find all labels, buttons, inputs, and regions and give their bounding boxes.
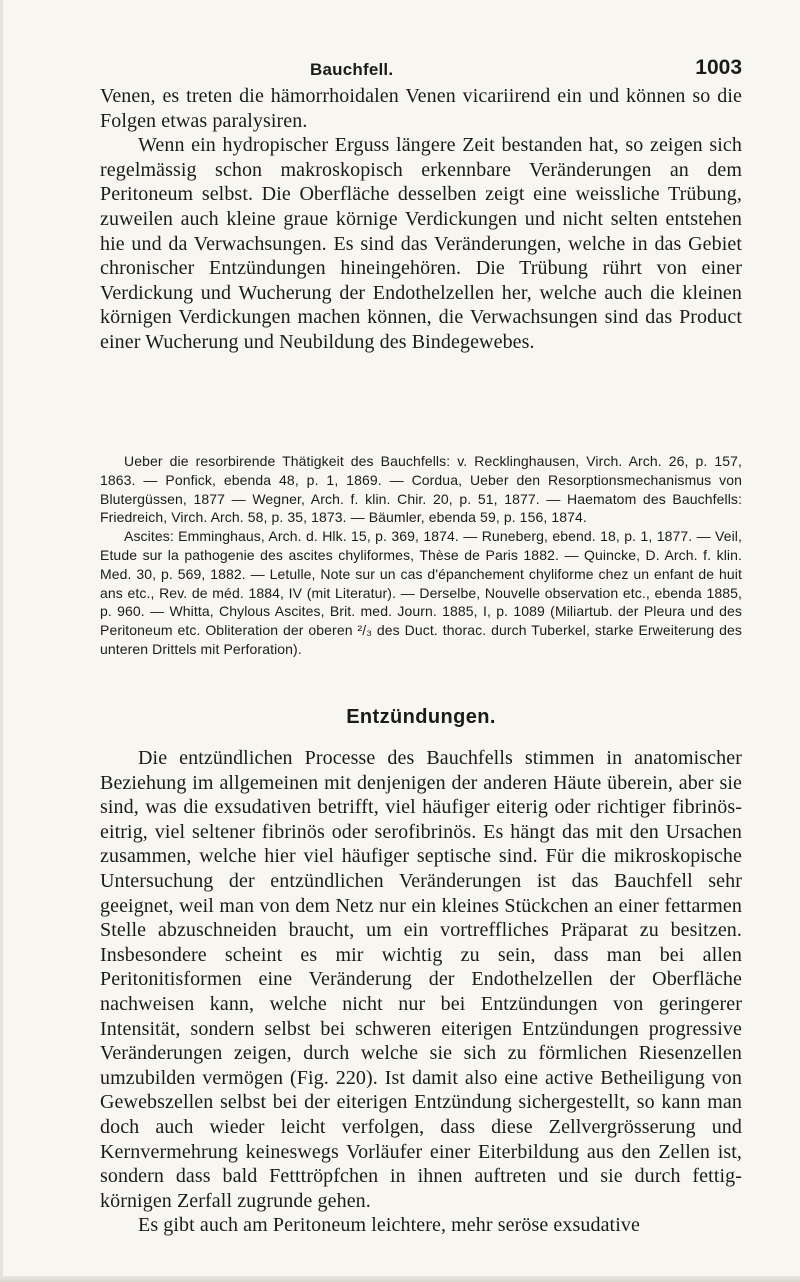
paragraph: Wenn ein hydropischer Erguss längere Zeit bestanden hat, so zeigen sich regelmässig schon makroskopisch erkennbare Veränderungen an dem Peritoneum selbst. Die Oberfläche desselben zeigt eine weissliche Trübung, zuweilen auch kleine graue körnige Verdickungen und nicht selten entstehen hie und da Verwachsungen. Es sind das Veränderungen, welche in das Gebiet chronischer Entzündungen hineingehören. Die Trübung rührt von einer Verdickung und Wucherung der Endothelzellen her, welche auch die kleinen körnigen Verdickungen machen können, die Verwachsungen sind das Product einer Wucherung und Neubildung des Bindegewebes. bbox=[100, 134, 742, 353]
reference-paragraph: Ascites: Emminghaus, Arch. d. Hlk. 15, p. 369, 1874. — Runeberg, ebend. 18, p. 1, 1877. — Veil, Etude sur la pathogenie des ascites chyliformes, Thèse de Paris 1882. — Quincke, D. Arch. f. klin. Med. 30, p. 569, 1882. — Letulle, Note sur un cas d'épanchement chyliforme chez un enfant de huit ans etc., Rev. de méd. 1884, IV (mit Literatur). — Derselbe, Nouvelle observation etc., ebenda 1885, p. 960. — Whitta, Chylous Ascites, Brit. med. Journ. 1885, I, p. 1089 (Miliartub. der Pleura und des Peritoneum etc. Obliteration der oberen ²/₃ des Duct. thorac. durch Tuberkel, starke Erweiterung des unteren Drittels mit Perforation). bbox=[100, 528, 742, 657]
literature-references bbox=[100, 452, 742, 659]
page-bottom-edge bbox=[0, 1276, 800, 1282]
body-text-top bbox=[100, 84, 742, 355]
paragraph: Venen, es treten die hämorrhoidalen Venen vicariirend ein und können so die Folgen etwas paralysiren. bbox=[100, 85, 742, 132]
page-edge bbox=[0, 0, 3, 1282]
section-heading: Entzündungen. bbox=[346, 706, 496, 728]
page-number: 1003 bbox=[695, 56, 742, 79]
body-text-bottom bbox=[100, 746, 742, 1238]
paragraph: Es gibt auch am Peritoneum leichtere, mehr seröse exsudative bbox=[138, 1214, 640, 1237]
reference-paragraph: Ueber die resorbirende Thätigkeit des Bauchfells: v. Recklinghausen, Virch. Arch. 26, p. 157, 1863. — Ponfick, ebenda 48, p. 1, 1869. — Cordua, Ueber den Resorptionsmechanismus von Blutergüssen, 1877 — Wegner, Arch. f. klin. Chir. 20, p. 51, 1877. — Haematom des Bauchfells: Friedreich, Virch. Arch. 58, p. 35, 1873. — Bäumler, ebenda 59, p. 156, 1874. bbox=[100, 453, 742, 526]
page-header bbox=[100, 48, 742, 78]
paragraph: Die entzündlichen Processe des Bauchfells stimmen in anatomischer Beziehung im allgemeinen mit denjenigen der anderen Häute überein, aber sie sind, was die exsudativen betrifft, viel häufiger eiterig oder richtiger fibrinös-eitrig, viel seltener fibrinös oder serofibrinös. Es hängt das mit den Ursachen zusammen, welche hier viel häufiger septische sind. Für die mikroskopische Untersuchung der entzündlichen Veränderungen ist das Bauchfell sehr geeignet, weil man von dem Netz nur ein kleines Stückchen an einer fettarmen Stelle abzuschneiden braucht, um ein vortreffliches Präparat zu besitzen. Insbesondere scheint es mir wichtig zu sein, dass man bei allen Peritonitisformen eine Veränderung der Endothelzellen der Oberfläche nachweisen kann, welche nicht nur bei Entzündungen von geringerer Intensität, sondern selbst bei schweren eiterigen Entzündungen progressive Veränderungen zeigen, durch welche sie sich zu förmlichen Riesenzellen umzubilden vermögen (Fig. 220). Ist damit also eine active Betheiligung von Gewebszellen selbst bei der eiterigen Entzündung sichergestellt, so kann man doch auch wieder leicht verfolgen, dass diese Zellvergrösserung und Kernvermehrung keineswegs Vorläufer einer Eiterbildung aus den Zellen ist, sondern dass bald Fetttröpfchen in ihnen auftreten und sie durch fettig-körnigen Zerfall zugrunde gehen. bbox=[100, 747, 742, 1212]
running-title: Bauchfell. bbox=[310, 60, 394, 79]
